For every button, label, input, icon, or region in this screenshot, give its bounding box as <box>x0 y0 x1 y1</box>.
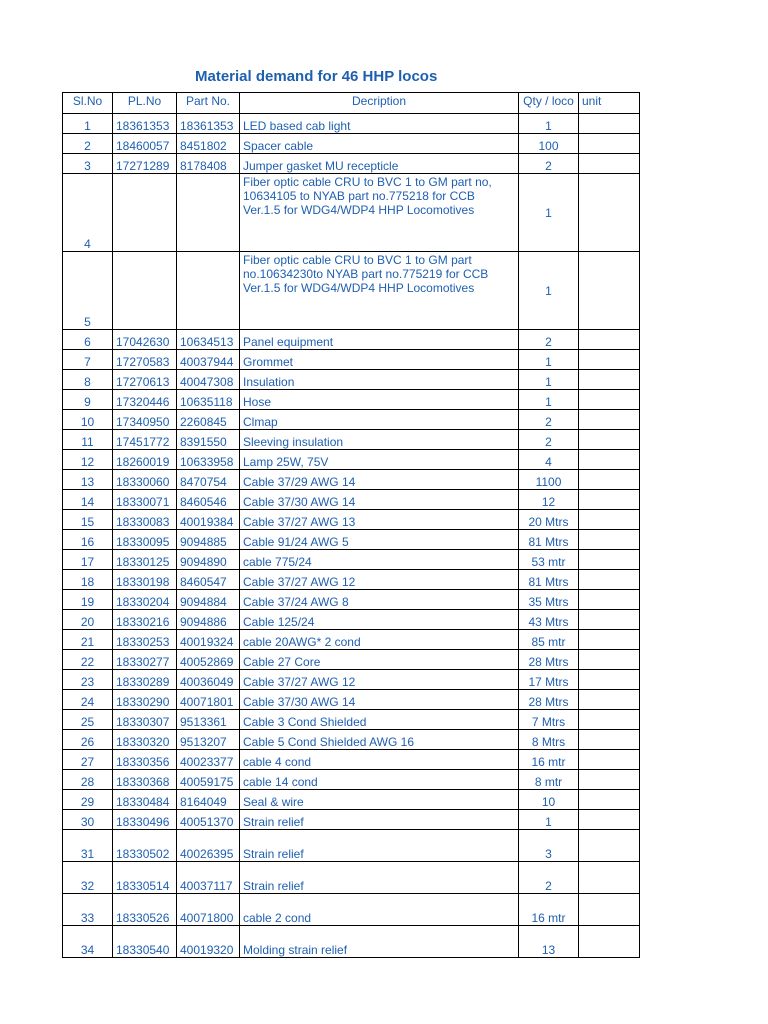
table-row <box>63 630 640 650</box>
cell-qty: 2 <box>519 154 579 174</box>
cell-sl-no: 21 <box>63 630 113 650</box>
cell-sl-no: 14 <box>63 490 113 510</box>
cell-qty: 28 Mtrs <box>519 690 579 710</box>
cell-sl-no: 29 <box>63 790 113 810</box>
cell-part-no: 40019320 <box>177 926 240 958</box>
cell-part-no: 40037117 <box>177 862 240 894</box>
table-body <box>63 114 640 958</box>
cell-sl-no: 9 <box>63 390 113 410</box>
table-row <box>63 550 640 570</box>
cell-part-no: 9094884 <box>177 590 240 610</box>
table-row <box>63 470 640 490</box>
cell-pl-no: 18330095 <box>113 530 177 550</box>
cell-sl-no: 11 <box>63 430 113 450</box>
cell-qty: 2 <box>519 862 579 894</box>
cell-pl-no: 17271289 <box>113 154 177 174</box>
cell-pl-no: 18330198 <box>113 570 177 590</box>
cell-qty: 2 <box>519 410 579 430</box>
table-row <box>63 570 640 590</box>
cell-sl-no: 19 <box>63 590 113 610</box>
cell-description: Cable 125/24 <box>240 610 519 630</box>
cell-qty: 8 mtr <box>519 770 579 790</box>
cell-pl-no: 18330502 <box>113 830 177 862</box>
cell-description: Fiber optic cable CRU to BVC 1 to GM part no.10634230to NYAB part no.775219 for CCB Ver.1.5 for WDG4/WDP4 HHP Locomotives <box>240 252 519 330</box>
cell-sl-no: 4 <box>63 174 113 252</box>
cell-sl-no: 33 <box>63 894 113 926</box>
table-row <box>63 510 640 530</box>
cell-pl-no <box>113 174 177 252</box>
cell-unit <box>579 830 640 862</box>
cell-pl-no: 18330216 <box>113 610 177 630</box>
table-row <box>63 154 640 174</box>
table-row <box>63 810 640 830</box>
cell-description: cable 2 cond <box>240 894 519 926</box>
cell-part-no: 8391550 <box>177 430 240 450</box>
cell-description: Cable 27 Core <box>240 650 519 670</box>
cell-pl-no: 18330277 <box>113 650 177 670</box>
cell-pl-no: 18330540 <box>113 926 177 958</box>
cell-part-no: 40023377 <box>177 750 240 770</box>
cell-description: Lamp 25W, 75V <box>240 450 519 470</box>
cell-qty: 81 Mtrs <box>519 570 579 590</box>
cell-pl-no: 18330320 <box>113 730 177 750</box>
cell-description: Grommet <box>240 350 519 370</box>
cell-qty: 1 <box>519 370 579 390</box>
cell-part-no: 40071801 <box>177 690 240 710</box>
cell-part-no: 8460547 <box>177 570 240 590</box>
cell-description: Cable 37/29 AWG 14 <box>240 470 519 490</box>
cell-part-no <box>177 174 240 252</box>
table-row <box>63 690 640 710</box>
cell-description: cable 14 cond <box>240 770 519 790</box>
cell-sl-no: 1 <box>63 114 113 134</box>
cell-description: Sleeving insulation <box>240 430 519 450</box>
cell-description: Cable 37/27 AWG 12 <box>240 570 519 590</box>
cell-description: Cable 37/27 AWG 13 <box>240 510 519 530</box>
cell-unit <box>579 252 640 330</box>
cell-qty: 17 Mtrs <box>519 670 579 690</box>
cell-qty: 1100 <box>519 470 579 490</box>
cell-pl-no: 18330253 <box>113 630 177 650</box>
cell-part-no: 40019384 <box>177 510 240 530</box>
cell-description: Spacer cable <box>240 134 519 154</box>
cell-unit <box>579 350 640 370</box>
cell-sl-no: 28 <box>63 770 113 790</box>
cell-pl-no: 18330484 <box>113 790 177 810</box>
cell-description: Strain relief <box>240 810 519 830</box>
cell-description: Cable 3 Cond Shielded <box>240 710 519 730</box>
cell-pl-no: 18330060 <box>113 470 177 490</box>
cell-part-no: 9094885 <box>177 530 240 550</box>
table-row <box>63 134 640 154</box>
cell-pl-no: 18330125 <box>113 550 177 570</box>
header-description: Decription <box>240 93 519 114</box>
cell-sl-no: 12 <box>63 450 113 470</box>
cell-part-no: 18361353 <box>177 114 240 134</box>
table-row <box>63 894 640 926</box>
cell-description: Panel equipment <box>240 330 519 350</box>
table-row <box>63 770 640 790</box>
cell-description: Hose <box>240 390 519 410</box>
cell-part-no: 9513207 <box>177 730 240 750</box>
cell-part-no: 8178408 <box>177 154 240 174</box>
cell-part-no: 40059175 <box>177 770 240 790</box>
cell-pl-no: 17270613 <box>113 370 177 390</box>
header-qty-per-loco: Qty / loco <box>519 93 579 114</box>
cell-unit <box>579 510 640 530</box>
cell-description: Strain relief <box>240 830 519 862</box>
cell-part-no: 40036049 <box>177 670 240 690</box>
cell-part-no <box>177 252 240 330</box>
cell-unit <box>579 630 640 650</box>
cell-unit <box>579 550 640 570</box>
table-row <box>63 490 640 510</box>
cell-sl-no: 8 <box>63 370 113 390</box>
table-row <box>63 926 640 958</box>
cell-pl-no: 18330526 <box>113 894 177 926</box>
cell-sl-no: 24 <box>63 690 113 710</box>
cell-unit <box>579 810 640 830</box>
cell-sl-no: 6 <box>63 330 113 350</box>
cell-qty: 10 <box>519 790 579 810</box>
cell-unit <box>579 862 640 894</box>
table-row <box>63 450 640 470</box>
table-row <box>63 410 640 430</box>
cell-qty: 1 <box>519 810 579 830</box>
cell-pl-no: 18330289 <box>113 670 177 690</box>
cell-pl-no <box>113 252 177 330</box>
cell-description: Cable 37/27 AWG 12 <box>240 670 519 690</box>
cell-qty: 7 Mtrs <box>519 710 579 730</box>
cell-unit <box>579 470 640 490</box>
cell-sl-no: 2 <box>63 134 113 154</box>
cell-unit <box>579 730 640 750</box>
cell-unit <box>579 926 640 958</box>
cell-pl-no: 17340950 <box>113 410 177 430</box>
cell-qty: 1 <box>519 174 579 252</box>
cell-part-no: 40047308 <box>177 370 240 390</box>
cell-description: Cable 37/30 AWG 14 <box>240 490 519 510</box>
cell-pl-no: 18460057 <box>113 134 177 154</box>
cell-qty: 3 <box>519 830 579 862</box>
cell-unit <box>579 330 640 350</box>
cell-description: Molding strain relief <box>240 926 519 958</box>
cell-qty: 1 <box>519 252 579 330</box>
cell-qty: 43 Mtrs <box>519 610 579 630</box>
cell-sl-no: 16 <box>63 530 113 550</box>
table-row <box>63 830 640 862</box>
cell-description: Clmap <box>240 410 519 430</box>
cell-qty: 4 <box>519 450 579 470</box>
cell-description: cable 4 cond <box>240 750 519 770</box>
cell-qty: 2 <box>519 430 579 450</box>
cell-qty: 100 <box>519 134 579 154</box>
cell-part-no: 8460546 <box>177 490 240 510</box>
cell-unit <box>579 530 640 550</box>
table-row <box>63 730 640 750</box>
cell-qty: 12 <box>519 490 579 510</box>
cell-sl-no: 20 <box>63 610 113 630</box>
cell-sl-no: 7 <box>63 350 113 370</box>
cell-description: Fiber optic cable CRU to BVC 1 to GM part no, 10634105 to NYAB part no.775218 for CCB Ver.1.5 for WDG4/WDP4 HHP Locomotives <box>240 174 519 252</box>
cell-pl-no: 18330356 <box>113 750 177 770</box>
cell-part-no: 10633958 <box>177 450 240 470</box>
cell-description: cable 20AWG* 2 cond <box>240 630 519 650</box>
cell-sl-no: 18 <box>63 570 113 590</box>
cell-sl-no: 3 <box>63 154 113 174</box>
cell-sl-no: 30 <box>63 810 113 830</box>
cell-unit <box>579 450 640 470</box>
cell-part-no: 2260845 <box>177 410 240 430</box>
cell-unit <box>579 650 640 670</box>
cell-sl-no: 25 <box>63 710 113 730</box>
cell-part-no: 10635118 <box>177 390 240 410</box>
cell-qty: 28 Mtrs <box>519 650 579 670</box>
cell-part-no: 40026395 <box>177 830 240 862</box>
cell-unit <box>579 370 640 390</box>
cell-pl-no: 17042630 <box>113 330 177 350</box>
cell-unit <box>579 790 640 810</box>
cell-unit <box>579 610 640 630</box>
cell-qty: 16 mtr <box>519 894 579 926</box>
cell-description: Insulation <box>240 370 519 390</box>
cell-description: Cable 91/24 AWG 5 <box>240 530 519 550</box>
cell-unit <box>579 710 640 730</box>
cell-part-no: 40071800 <box>177 894 240 926</box>
table-row <box>63 790 640 810</box>
cell-qty: 85 mtr <box>519 630 579 650</box>
cell-part-no: 9094886 <box>177 610 240 630</box>
table-row <box>63 174 640 252</box>
cell-sl-no: 32 <box>63 862 113 894</box>
cell-unit <box>579 750 640 770</box>
cell-sl-no: 31 <box>63 830 113 862</box>
cell-part-no: 9094890 <box>177 550 240 570</box>
header-unit: unit <box>579 93 640 114</box>
table-row <box>63 670 640 690</box>
cell-part-no: 8451802 <box>177 134 240 154</box>
cell-pl-no: 18330083 <box>113 510 177 530</box>
cell-part-no: 8164049 <box>177 790 240 810</box>
cell-qty: 13 <box>519 926 579 958</box>
cell-qty: 20 Mtrs <box>519 510 579 530</box>
cell-sl-no: 17 <box>63 550 113 570</box>
cell-sl-no: 10 <box>63 410 113 430</box>
cell-unit <box>579 154 640 174</box>
cell-qty: 2 <box>519 330 579 350</box>
cell-qty: 1 <box>519 390 579 410</box>
cell-description: cable 775/24 <box>240 550 519 570</box>
cell-unit <box>579 690 640 710</box>
cell-unit <box>579 894 640 926</box>
table-row <box>63 430 640 450</box>
cell-unit <box>579 390 640 410</box>
cell-unit <box>579 134 640 154</box>
table-row <box>63 370 640 390</box>
cell-description: Strain relief <box>240 862 519 894</box>
cell-unit <box>579 174 640 252</box>
cell-pl-no: 18260019 <box>113 450 177 470</box>
cell-sl-no: 27 <box>63 750 113 770</box>
cell-description: Cable 37/24 AWG 8 <box>240 590 519 610</box>
cell-description: Seal & wire <box>240 790 519 810</box>
table-row <box>63 350 640 370</box>
cell-description: Cable 37/30 AWG 14 <box>240 690 519 710</box>
cell-sl-no: 23 <box>63 670 113 690</box>
cell-pl-no: 17451772 <box>113 430 177 450</box>
cell-qty: 16 mtr <box>519 750 579 770</box>
cell-pl-no: 17320446 <box>113 390 177 410</box>
cell-description: Jumper gasket MU recepticle <box>240 154 519 174</box>
cell-pl-no: 18330496 <box>113 810 177 830</box>
cell-part-no: 9513361 <box>177 710 240 730</box>
cell-part-no: 40052869 <box>177 650 240 670</box>
table-row <box>63 590 640 610</box>
cell-unit <box>579 490 640 510</box>
cell-description: Cable 5 Cond Shielded AWG 16 <box>240 730 519 750</box>
cell-pl-no: 18330071 <box>113 490 177 510</box>
cell-pl-no: 18330307 <box>113 710 177 730</box>
cell-sl-no: 34 <box>63 926 113 958</box>
header-sl-no: Sl.No <box>63 93 113 114</box>
cell-unit <box>579 670 640 690</box>
cell-part-no: 40019324 <box>177 630 240 650</box>
cell-unit <box>579 430 640 450</box>
cell-unit <box>579 590 640 610</box>
page-title: Material demand for 46 HHP locos <box>195 68 438 85</box>
cell-part-no: 40037944 <box>177 350 240 370</box>
cell-unit <box>579 570 640 590</box>
material-demand-table <box>62 92 640 958</box>
cell-pl-no: 18330204 <box>113 590 177 610</box>
cell-qty: 1 <box>519 350 579 370</box>
table-row <box>63 610 640 630</box>
cell-pl-no: 18330368 <box>113 770 177 790</box>
header-row <box>63 93 640 114</box>
header-part-no: Part No. <box>177 93 240 114</box>
cell-pl-no: 17270583 <box>113 350 177 370</box>
table-row <box>63 650 640 670</box>
cell-sl-no: 26 <box>63 730 113 750</box>
cell-qty: 81 Mtrs <box>519 530 579 550</box>
cell-pl-no: 18361353 <box>113 114 177 134</box>
cell-sl-no: 22 <box>63 650 113 670</box>
table-row <box>63 862 640 894</box>
cell-qty: 8 Mtrs <box>519 730 579 750</box>
cell-pl-no: 18330514 <box>113 862 177 894</box>
cell-sl-no: 15 <box>63 510 113 530</box>
table-row <box>63 530 640 550</box>
cell-sl-no: 13 <box>63 470 113 490</box>
cell-unit <box>579 410 640 430</box>
cell-part-no: 8470754 <box>177 470 240 490</box>
table-row <box>63 390 640 410</box>
cell-unit <box>579 114 640 134</box>
table-row <box>63 710 640 730</box>
cell-part-no: 10634513 <box>177 330 240 350</box>
cell-pl-no: 18330290 <box>113 690 177 710</box>
cell-sl-no: 5 <box>63 252 113 330</box>
cell-description: LED based cab light <box>240 114 519 134</box>
cell-qty: 1 <box>519 114 579 134</box>
cell-qty: 35 Mtrs <box>519 590 579 610</box>
header-pl-no: PL.No <box>113 93 177 114</box>
table-row <box>63 750 640 770</box>
table-row <box>63 114 640 134</box>
table-row <box>63 330 640 350</box>
cell-unit <box>579 770 640 790</box>
cell-qty: 53 mtr <box>519 550 579 570</box>
cell-part-no: 40051370 <box>177 810 240 830</box>
table-row <box>63 252 640 330</box>
